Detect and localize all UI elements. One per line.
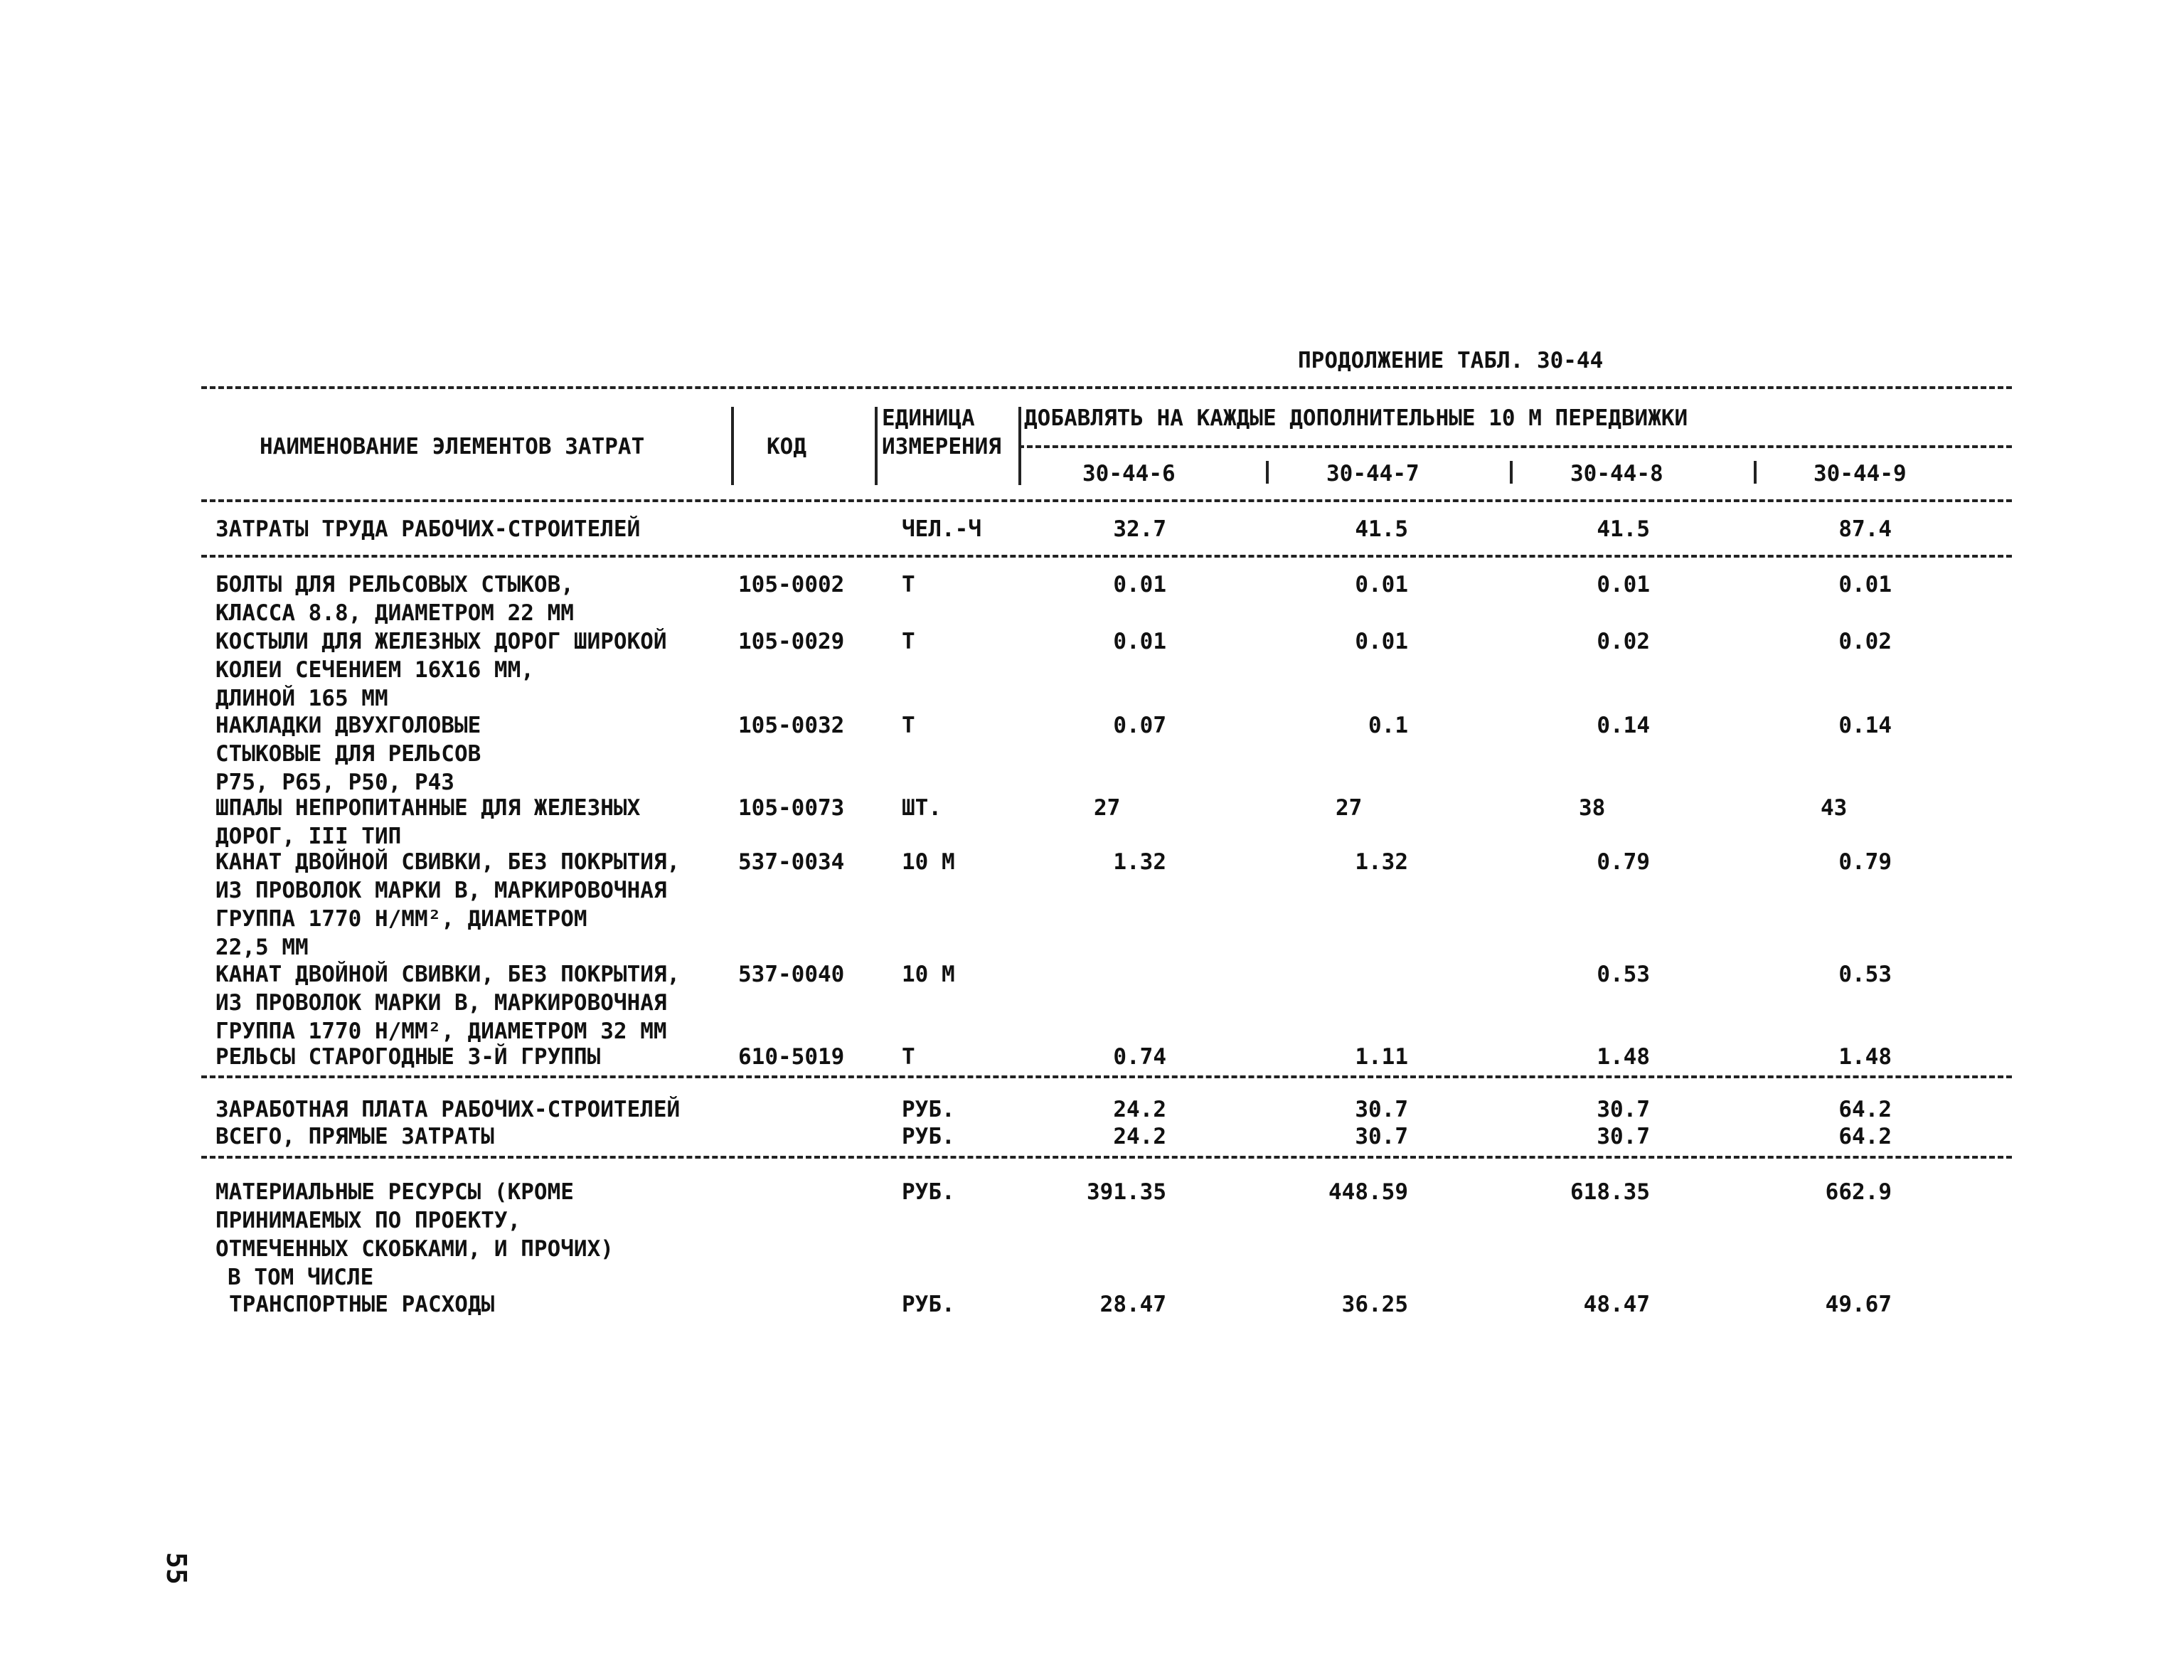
row-unit: 10 М xyxy=(902,849,955,875)
section-rule xyxy=(201,1075,2012,1078)
row-name-line: ИЗ ПРОВОЛОК МАРКИ В, МАРКИРОВОЧНАЯ xyxy=(215,878,667,903)
row-unit: РУБ. xyxy=(902,1124,955,1149)
row-code: 610-5019 xyxy=(738,1044,845,1070)
row-value: 0.74 xyxy=(1113,1044,1166,1070)
row-value: 0.53 xyxy=(1597,962,1650,987)
row-code: 105-0073 xyxy=(738,795,845,821)
section-rule xyxy=(201,555,2012,558)
row-name-line: КАНАТ ДВОЙНОЙ СВИВКИ, БЕЗ ПОКРЫТИЯ, xyxy=(215,962,681,987)
row-value: 48.47 xyxy=(1583,1292,1650,1317)
row-name-line: РЕЛЬСЫ СТАРОГОДНЫЕ 3-Й ГРУППЫ xyxy=(215,1044,601,1070)
row-value: 1.32 xyxy=(1355,849,1408,875)
table-caption: ПРОДОЛЖЕНИЕ ТАБЛ. 30-44 xyxy=(1298,348,1604,373)
row-value: 0.14 xyxy=(1597,713,1650,738)
row-name-line: КЛАССА 8.8, ДИАМЕТРОМ 22 ММ xyxy=(215,600,574,626)
row-value: 36.25 xyxy=(1341,1292,1408,1317)
row-code: 105-0002 xyxy=(738,572,845,597)
row-unit: Т xyxy=(902,713,915,738)
row-value: 30.7 xyxy=(1355,1124,1408,1149)
header-separator xyxy=(1754,461,1757,484)
header-name: НАИМЕНОВАНИЕ ЭЛЕМЕНТОВ ЗАТРАТ xyxy=(260,434,645,459)
row-unit: ЧЕЛ.-Ч xyxy=(902,516,981,542)
row-value: 43 xyxy=(1821,795,1848,821)
row-name-line: СТЫКОВЫЕ ДЛЯ РЕЛЬСОВ xyxy=(215,741,481,767)
row-value: 41.5 xyxy=(1355,516,1408,542)
row-value: 0.07 xyxy=(1113,713,1166,738)
row-code: 537-0040 xyxy=(738,962,845,987)
row-value: 30.7 xyxy=(1597,1097,1650,1122)
row-value: 0.14 xyxy=(1838,713,1892,738)
row-value: 41.5 xyxy=(1597,516,1650,542)
row-unit: РУБ. xyxy=(902,1179,955,1205)
row-name: ЗАТРАТЫ ТРУДА РАБОЧИХ-СТРОИТЕЛЕЙ xyxy=(215,516,641,542)
row-name-line: КОЛЕИ СЕЧЕНИЕМ 16Х16 ММ, xyxy=(215,657,534,683)
row-name-line: НАКЛАДКИ ДВУХГОЛОВЫЕ xyxy=(215,713,481,738)
row-value: 0.01 xyxy=(1113,572,1166,597)
row-value: 0.1 xyxy=(1368,713,1408,738)
row-value: 0.01 xyxy=(1597,572,1650,597)
row-unit: ШТ. xyxy=(902,795,942,821)
row-name: ЗАРАБОТНАЯ ПЛАТА РАБОЧИХ-СТРОИТЕЛЕЙ xyxy=(215,1097,681,1122)
including-label: В ТОМ ЧИСЛЕ xyxy=(228,1265,374,1290)
row-value: 0.01 xyxy=(1838,572,1892,597)
header-column-1: 30-44-6 xyxy=(1082,461,1176,487)
row-value: 1.48 xyxy=(1838,1044,1892,1070)
row-name-line: МАТЕРИАЛЬНЫЕ РЕСУРСЫ (КРОМЕ xyxy=(215,1179,574,1205)
top-rule xyxy=(201,386,2012,389)
row-value: 27 xyxy=(1094,795,1121,821)
row-unit: Т xyxy=(902,629,915,654)
row-name-line: Р75, Р65, Р50, Р43 xyxy=(215,770,454,795)
row-name-line: ДОРОГ, III ТИП xyxy=(215,824,402,849)
row-value: 30.7 xyxy=(1355,1097,1408,1122)
row-value: 38 xyxy=(1579,795,1606,821)
row-value: 64.2 xyxy=(1838,1097,1892,1122)
row-name-line: 22,5 ММ xyxy=(215,935,309,960)
row-name-line: ГРУППА 1770 Н/ММ², ДИАМЕТРОМ xyxy=(215,906,587,932)
row-value: 0.02 xyxy=(1597,629,1650,654)
row-value: 1.48 xyxy=(1597,1044,1650,1070)
row-value: 1.32 xyxy=(1113,849,1166,875)
row-value: 391.35 xyxy=(1087,1179,1166,1205)
row-name: ВСЕГО, ПРЯМЫЕ ЗАТРАТЫ xyxy=(215,1124,494,1149)
header-code: КОД xyxy=(767,434,806,459)
header-separator xyxy=(875,407,878,485)
row-value: 0.02 xyxy=(1838,629,1892,654)
row-unit: Т xyxy=(902,572,915,597)
row-value: 448.59 xyxy=(1328,1179,1408,1205)
row-value: 0.01 xyxy=(1355,629,1408,654)
row-value: 0.53 xyxy=(1838,962,1892,987)
row-value: 24.2 xyxy=(1113,1124,1166,1149)
row-code: 105-0032 xyxy=(738,713,845,738)
header-unit-line1: ЕДИНИЦА xyxy=(882,405,975,431)
row-name-line: ОТМЕЧЕННЫХ СКОБКАМИ, И ПРОЧИХ) xyxy=(215,1236,614,1262)
row-unit: РУБ. xyxy=(902,1292,955,1317)
row-name-line: КОСТЫЛИ ДЛЯ ЖЕЛЕЗНЫХ ДОРОГ ШИРОКОЙ xyxy=(215,629,667,654)
row-value: 0.79 xyxy=(1838,849,1892,875)
header-subrule xyxy=(1018,445,2012,448)
row-value: 28.47 xyxy=(1099,1292,1166,1317)
row-value: 27 xyxy=(1336,795,1363,821)
header-unit-line2: ИЗМЕРЕНИЯ xyxy=(882,434,1001,459)
header-column-2: 30-44-7 xyxy=(1326,461,1419,487)
row-code: 537-0034 xyxy=(738,849,845,875)
row-value: 64.2 xyxy=(1838,1124,1892,1149)
row-name-line: ГРУППА 1770 Н/ММ², ДИАМЕТРОМ 32 ММ xyxy=(215,1019,667,1044)
row-value: 30.7 xyxy=(1597,1124,1650,1149)
row-name-line: КАНАТ ДВОЙНОЙ СВИВКИ, БЕЗ ПОКРЫТИЯ, xyxy=(215,849,681,875)
row-value: 32.7 xyxy=(1113,516,1166,542)
row-value: 1.11 xyxy=(1355,1044,1408,1070)
row-value: 0.01 xyxy=(1355,572,1408,597)
row-code: 105-0029 xyxy=(738,629,845,654)
header-bottom-rule xyxy=(201,499,2012,502)
section-rule xyxy=(201,1156,2012,1159)
header-column-4: 30-44-9 xyxy=(1813,461,1907,487)
page-number: 55 xyxy=(161,1552,192,1585)
row-value: 662.9 xyxy=(1825,1179,1892,1205)
row-unit: РУБ. xyxy=(902,1097,955,1122)
row-name-line: ШПАЛЫ НЕПРОПИТАННЫЕ ДЛЯ ЖЕЛЕЗНЫХ xyxy=(215,795,641,821)
row-unit: 10 М xyxy=(902,962,955,987)
header-separator xyxy=(1266,461,1269,484)
row-value: 24.2 xyxy=(1113,1097,1166,1122)
header-separator xyxy=(731,407,734,485)
row-name: ТРАНСПОРТНЫЕ РАСХОДЫ xyxy=(229,1292,495,1317)
row-name-line: БОЛТЫ ДЛЯ РЕЛЬСОВЫХ СТЫКОВ, xyxy=(215,572,574,597)
row-value: 49.67 xyxy=(1825,1292,1892,1317)
row-unit: Т xyxy=(902,1044,915,1070)
row-name-line: ДЛИНОЙ 165 ММ xyxy=(215,686,388,711)
header-column-3: 30-44-8 xyxy=(1570,461,1663,487)
row-name-line: ИЗ ПРОВОЛОК МАРКИ В, МАРКИРОВОЧНАЯ xyxy=(215,990,667,1016)
row-value: 87.4 xyxy=(1838,516,1892,542)
header-separator xyxy=(1510,461,1513,484)
row-name-line: ПРИНИМАЕМЫХ ПО ПРОЕКТУ, xyxy=(215,1208,521,1233)
row-value: 0.79 xyxy=(1597,849,1650,875)
header-group: ДОБАВЛЯТЬ НА КАЖДЫЕ ДОПОЛНИТЕЛЬНЫЕ 10 М ПЕРЕДВИЖКИ xyxy=(1024,405,1688,431)
row-value: 618.35 xyxy=(1570,1179,1650,1205)
row-value: 0.01 xyxy=(1113,629,1166,654)
